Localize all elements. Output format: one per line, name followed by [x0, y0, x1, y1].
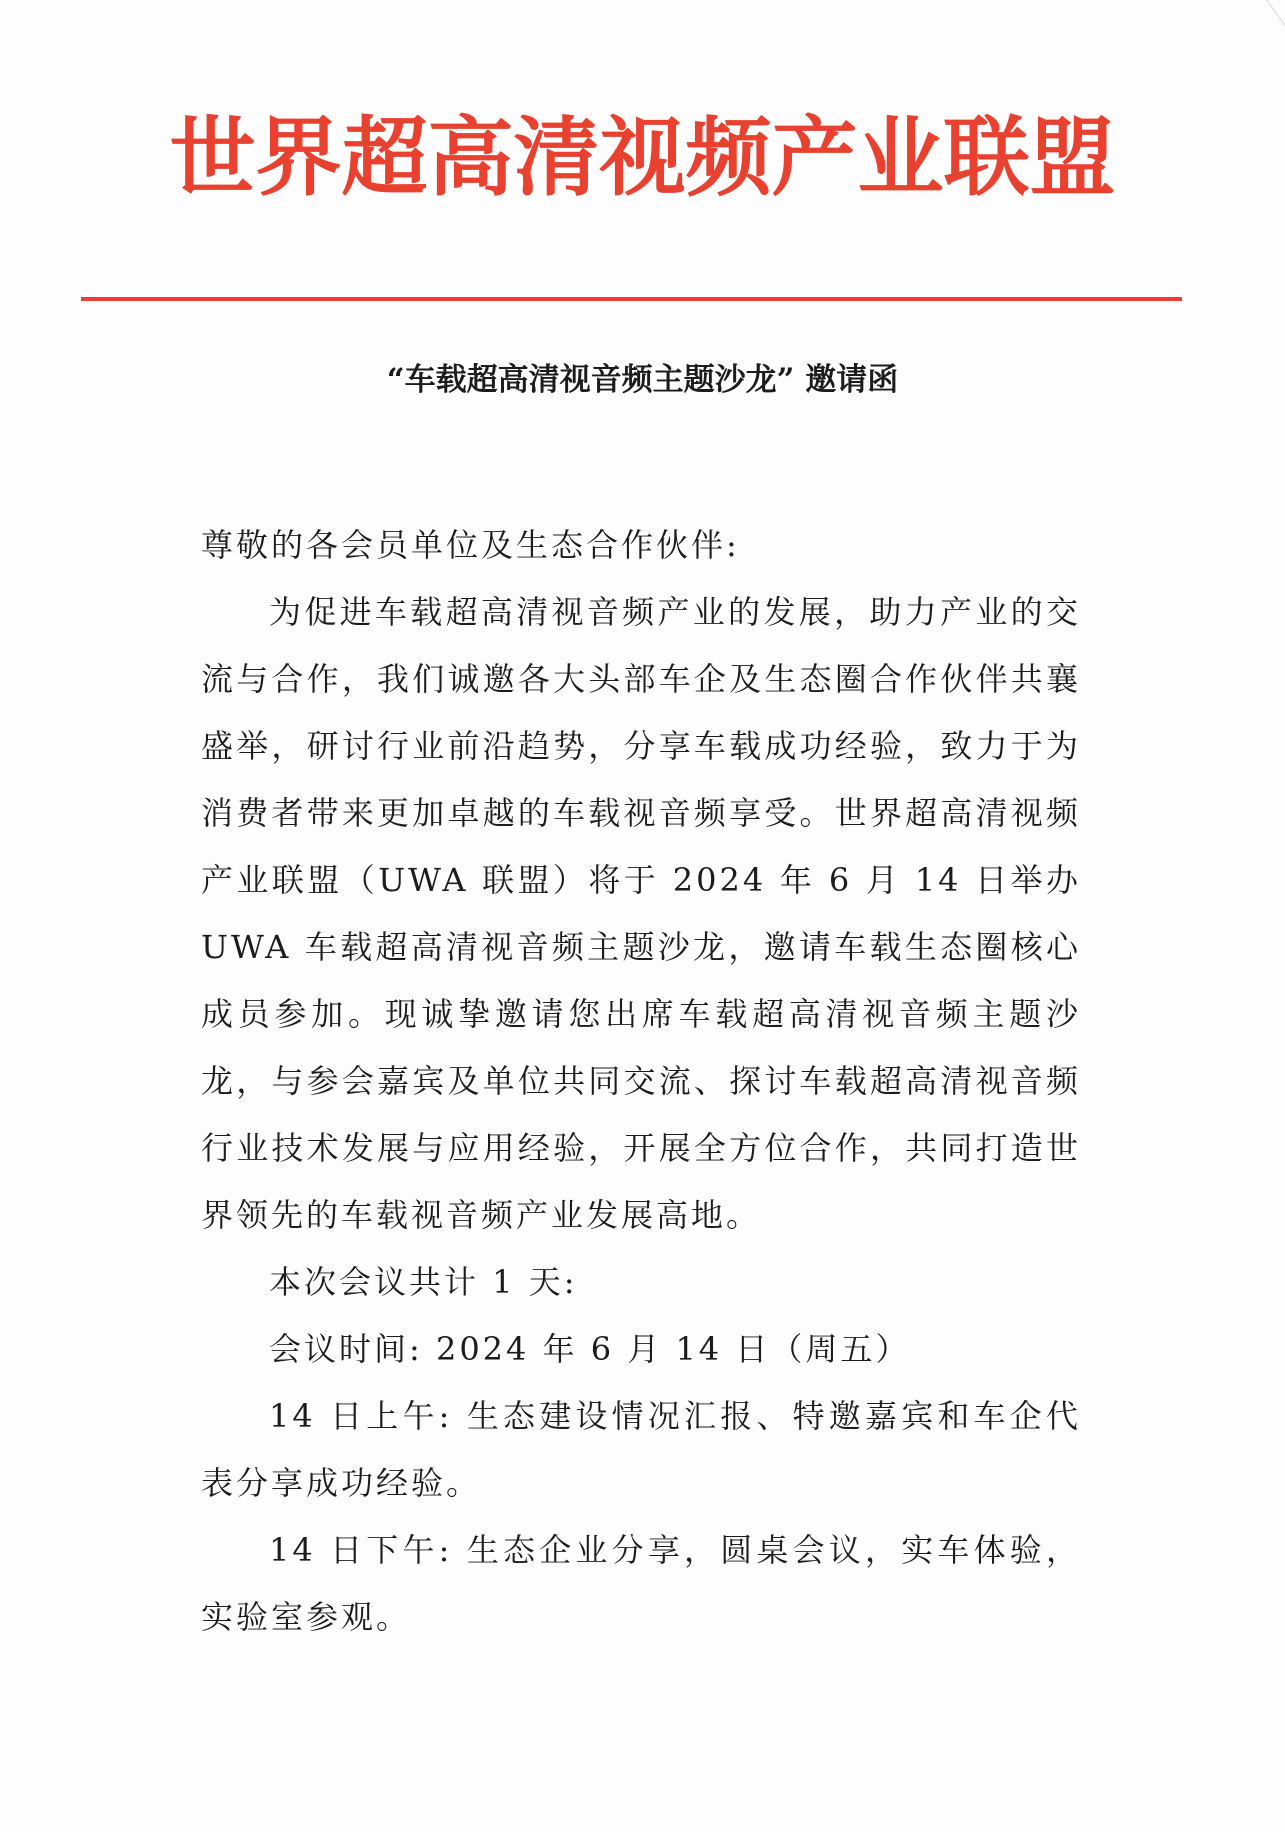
body-paragraph-afternoon-agenda: 14 日下午: 生态企业分享，圆桌会议，实车体验，实验室参观。: [201, 1531, 1081, 1636]
letter-body: [201, 512, 1081, 1651]
body-paragraph-meeting-time: 会议时间: 2024 年 6 月 14 日（周五）: [269, 1330, 911, 1368]
body-paragraph-invitation: 为促进车载超高清视音频产业的发展，助力产业的交流与合作，我们诚邀各大头部车企及生态圈合作伙伴共襄盛举，研讨行业前沿趋势，分享车载成功经验，致力于为消费者带来更加卓越的车载视音频享受。世界超高清视频产业联盟（UWA 联盟）将于 2024 年 6 月 14 日举办 UWA 车载超高清视音频主题沙龙，邀请车载生态圈核心成员参加。现诚挚邀请您出席车载超高清视音频主题沙龙，与参会嘉宾及单位共同交流、探讨车载超高清视音频行业技术发展与应用经验，开展全方位合作，共同打造世界领先的车载视音频产业发展高地。: [201, 593, 1081, 1234]
body-paragraph-morning-agenda: 14 日上午: 生态建设情况汇报、特邀嘉宾和车企代表分享成功经验。: [201, 1397, 1081, 1502]
salutation: 尊敬的各会员单位及生态合作伙伴:: [201, 526, 740, 564]
scan-corner-mark: [1261, 0, 1285, 30]
header-divider: [81, 297, 1182, 301]
body-paragraph-duration: 本次会议共计 1 天:: [269, 1263, 578, 1301]
organization-header: 世界超高清视频产业联盟: [169, 107, 1116, 208]
document-title: “车载超高清视音频主题沙龙” 邀请函: [386, 362, 899, 398]
